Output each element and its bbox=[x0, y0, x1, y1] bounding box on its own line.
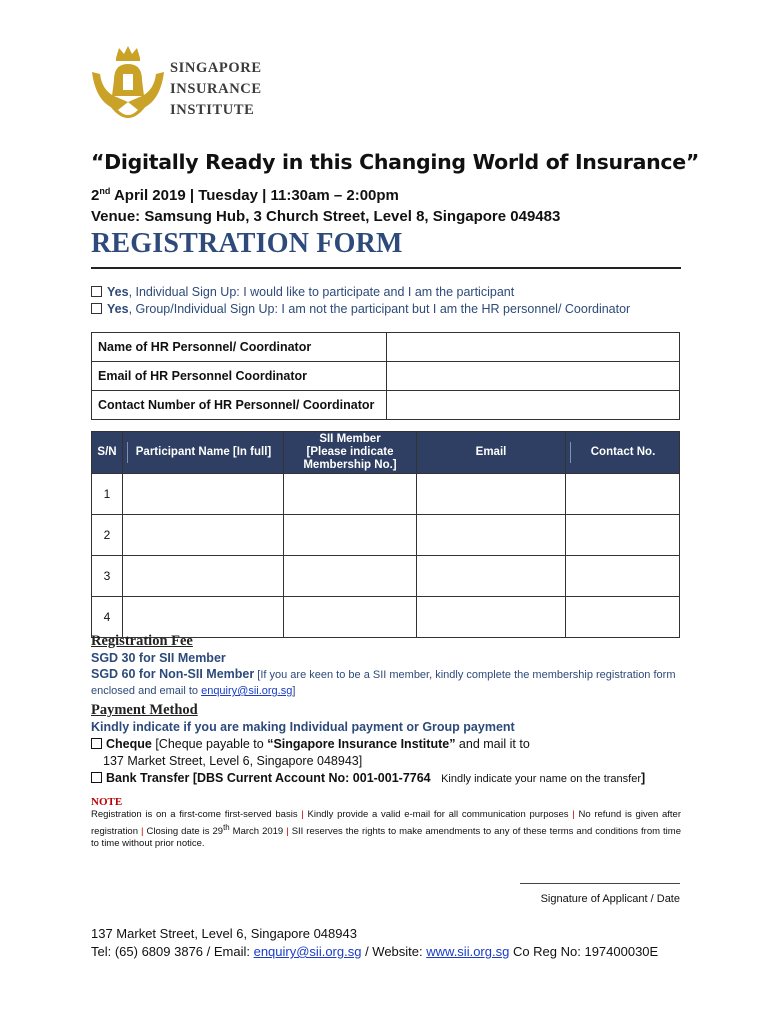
transfer-checkbox[interactable] bbox=[91, 772, 102, 783]
header-contact bbox=[566, 432, 680, 474]
event-title: “Digitally Ready in this Changing World of Insurance” bbox=[91, 150, 700, 174]
email-cell[interactable] bbox=[417, 474, 566, 515]
footer-website-link[interactable]: www.sii.org.sg bbox=[426, 944, 510, 959]
cheque-text: [Cheque payable to bbox=[151, 737, 268, 751]
note-heading: NOTE bbox=[91, 796, 123, 808]
row-number: 4 bbox=[92, 597, 123, 638]
hr-email-field[interactable] bbox=[387, 362, 680, 391]
hr-contact-label: Contact Number of HR Personnel/ Coordinator bbox=[92, 391, 387, 420]
fee-heading: Registration Fee bbox=[91, 633, 193, 649]
fee-member: SGD 30 for SII Member bbox=[91, 651, 226, 665]
contact-cell[interactable] bbox=[566, 474, 680, 515]
footer-email-link[interactable]: enquiry@sii.org.sg bbox=[253, 944, 362, 959]
contact-cell[interactable] bbox=[566, 597, 680, 638]
participant-name-cell[interactable] bbox=[123, 515, 284, 556]
logo-line-3: INSTITUTE bbox=[170, 102, 255, 118]
hr-contact-field[interactable] bbox=[387, 391, 680, 420]
note-part-6: SII reserves the rights to make amendments to any of these terms and conditions from time to time without prior notice. bbox=[91, 825, 681, 850]
row-number: 1 bbox=[92, 474, 123, 515]
crown-bell-logo-icon bbox=[88, 44, 168, 132]
payment-heading: Payment Method bbox=[91, 702, 198, 718]
fee-note-close: ] bbox=[292, 685, 296, 697]
option-individual-yes: Yes bbox=[107, 285, 129, 299]
header-sn: S/N bbox=[92, 432, 123, 474]
note-part-1: Registration is on a first-come first-served basis bbox=[91, 809, 302, 820]
note-separator: | bbox=[301, 809, 304, 820]
header-email: Email bbox=[417, 432, 566, 474]
table-row bbox=[92, 597, 680, 638]
option-individual-checkbox[interactable] bbox=[91, 286, 102, 297]
email-cell[interactable] bbox=[417, 556, 566, 597]
payment-instruction: Kindly indicate if you are making Individual payment or Group payment bbox=[91, 720, 515, 734]
payment-transfer[interactable] bbox=[91, 771, 645, 785]
option-group-checkbox[interactable] bbox=[91, 303, 102, 314]
email-cell[interactable] bbox=[417, 515, 566, 556]
event-venue: Venue: Samsung Hub, 3 Church Street, Level 8, Singapore 049483 bbox=[91, 208, 561, 225]
footer-tel: Tel: (65) 6809 3876 / Email: bbox=[91, 944, 254, 959]
header-participant-name-text: Participant Name [In full] bbox=[127, 442, 279, 463]
note-separator: | bbox=[286, 825, 289, 837]
cheque-text-post: and mail it to bbox=[455, 737, 530, 751]
signature-line[interactable] bbox=[520, 883, 680, 884]
membership-cell[interactable] bbox=[284, 474, 417, 515]
fee-nonmember bbox=[91, 666, 681, 699]
email-cell[interactable] bbox=[417, 597, 566, 638]
header-contact-text: Contact No. bbox=[570, 442, 675, 463]
form-title: REGISTRATION FORM bbox=[91, 228, 403, 259]
footer-reg-no: Co Reg No: 197400030E bbox=[509, 944, 659, 959]
row-number: 2 bbox=[92, 515, 123, 556]
cheque-address: 137 Market Street, Level 6, Singapore 048943] bbox=[103, 754, 363, 768]
footer-contact bbox=[91, 944, 658, 959]
option-group-text: , Group/Individual Sign Up: I am not the participant but I am the HR personnel/ Coordinator bbox=[128, 302, 631, 316]
note-text bbox=[91, 809, 681, 851]
fee-email-link[interactable]: enquiry@sii.org.sg bbox=[201, 685, 293, 697]
event-date bbox=[91, 186, 399, 204]
note-part-2: Kindly provide a valid e-mail for all communication purposes bbox=[303, 809, 573, 820]
membership-cell[interactable] bbox=[284, 556, 417, 597]
table-row bbox=[92, 391, 680, 420]
participant-name-cell[interactable] bbox=[123, 556, 284, 597]
membership-cell[interactable] bbox=[284, 515, 417, 556]
transfer-close: ] bbox=[641, 771, 646, 785]
hr-name-field[interactable] bbox=[387, 333, 680, 362]
participant-name-cell[interactable] bbox=[123, 597, 284, 638]
contact-cell[interactable] bbox=[566, 556, 680, 597]
note-part-4-sup: th bbox=[223, 822, 230, 832]
logo-line-1: SINGAPORE bbox=[170, 60, 262, 76]
footer-website-label: / Website: bbox=[361, 944, 427, 959]
cheque-label: Cheque bbox=[106, 737, 152, 751]
cheque-payee: “Singapore Insurance Institute” bbox=[267, 737, 456, 751]
table-row bbox=[92, 556, 680, 597]
table-row bbox=[92, 333, 680, 362]
sii-logo bbox=[88, 44, 268, 132]
option-group-yes: Yes bbox=[107, 302, 129, 316]
participants-table bbox=[91, 431, 680, 638]
participant-name-cell[interactable] bbox=[123, 474, 284, 515]
table-header-row bbox=[92, 432, 680, 474]
date-rest: April 2019 | Tuesday | 11:30am – 2:00pm bbox=[110, 187, 399, 204]
note-separator: | bbox=[572, 809, 575, 820]
option-group[interactable] bbox=[91, 302, 630, 316]
payment-cheque[interactable] bbox=[91, 737, 530, 751]
note-part-3: No refund is given after registration bbox=[91, 809, 681, 837]
contact-cell[interactable] bbox=[566, 515, 680, 556]
title-divider bbox=[91, 267, 681, 269]
transfer-note: Kindly indicate your name on the transfer bbox=[441, 773, 642, 785]
hr-contact-table bbox=[91, 332, 680, 420]
table-row bbox=[92, 362, 680, 391]
header-participant-name bbox=[123, 432, 284, 474]
table-row bbox=[92, 474, 680, 515]
table-row bbox=[92, 515, 680, 556]
cheque-checkbox[interactable] bbox=[91, 738, 102, 749]
date-day: 2 bbox=[91, 187, 100, 204]
transfer-label: Bank Transfer [DBS Current Account No: 001-001-7764 bbox=[106, 771, 431, 785]
option-individual[interactable] bbox=[91, 285, 514, 299]
note-part-4: Closing date is 29 bbox=[143, 825, 224, 837]
hr-name-label: Name of HR Personnel/ Coordinator bbox=[92, 333, 387, 362]
signature-label: Signature of Applicant / Date bbox=[540, 893, 680, 905]
logo-text bbox=[170, 58, 262, 121]
note-part-5: March 2019 bbox=[229, 825, 287, 837]
header-sii-member: SII Member [Please indicate Membership No.] bbox=[284, 432, 417, 474]
fee-nonmember-label: SGD 60 for Non-SII Member bbox=[91, 667, 255, 681]
membership-cell[interactable] bbox=[284, 597, 417, 638]
date-suffix: nd bbox=[99, 186, 111, 196]
option-individual-text: , Individual Sign Up: I would like to participate and I am the participant bbox=[128, 285, 515, 299]
hr-email-label: Email of HR Personnel Coordinator bbox=[92, 362, 387, 391]
footer-address: 137 Market Street, Level 6, Singapore 048943 bbox=[91, 926, 357, 941]
logo-line-2: INSURANCE bbox=[170, 81, 262, 97]
fee-note: [If you are keen to be a SII member, kindly complete the membership registration form enclosed and email to bbox=[91, 669, 676, 697]
note-separator: | bbox=[141, 825, 144, 837]
row-number: 3 bbox=[92, 556, 123, 597]
